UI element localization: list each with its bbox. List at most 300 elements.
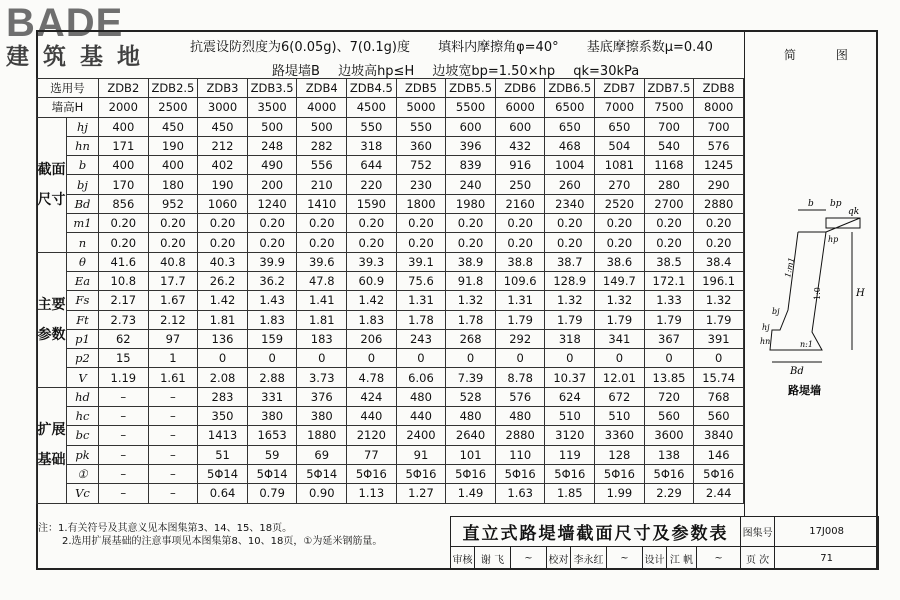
value-cell: 1.67 — [148, 291, 198, 310]
height-cell: 6500 — [545, 98, 595, 117]
value-cell: 3120 — [545, 426, 595, 445]
value-cell: 0.20 — [644, 233, 694, 252]
value-cell: 5Φ16 — [694, 464, 744, 483]
group-label: 扩展基础 — [37, 387, 67, 503]
value-cell: 424 — [347, 387, 397, 406]
diagram-divider — [744, 30, 745, 516]
label-hn: hn — [760, 337, 771, 346]
value-cell: – — [99, 464, 149, 483]
value-cell: 2.44 — [694, 484, 744, 503]
value-cell: 1880 — [297, 426, 347, 445]
value-cell: 0 — [347, 349, 397, 368]
value-cell: 1.32 — [446, 291, 496, 310]
value-cell: 500 — [297, 117, 347, 136]
param-symbol: hn — [67, 136, 99, 155]
value-cell: 1004 — [545, 156, 595, 175]
value-cell: 0.79 — [247, 484, 297, 503]
value-cell: 0.20 — [148, 233, 198, 252]
value-cell: 0.20 — [595, 214, 645, 233]
value-cell: – — [99, 445, 149, 464]
value-cell: 510 — [545, 407, 595, 426]
value-cell: 196.1 — [694, 271, 744, 290]
value-cell: 0.20 — [148, 214, 198, 233]
label-ratio: 1:0 — [813, 287, 822, 300]
value-cell: 480 — [495, 407, 545, 426]
value-cell: – — [148, 464, 198, 483]
value-cell: 0 — [694, 349, 744, 368]
value-cell: – — [148, 407, 198, 426]
value-cell: 2120 — [347, 426, 397, 445]
value-cell: 12.01 — [595, 368, 645, 387]
value-cell: 38.9 — [446, 252, 496, 271]
value-cell: 560 — [694, 407, 744, 426]
height-cell: 5500 — [446, 98, 496, 117]
type-cell: ZDB7.5 — [644, 79, 694, 98]
value-cell: 290 — [694, 175, 744, 194]
value-cell: 172.1 — [644, 271, 694, 290]
param-symbol: V — [67, 368, 99, 387]
value-cell: 1.79 — [595, 310, 645, 329]
value-cell: 180 — [148, 175, 198, 194]
value-cell: 432 — [495, 136, 545, 155]
value-cell: 341 — [595, 329, 645, 348]
value-cell: 38.7 — [545, 252, 595, 271]
value-cell: 0.20 — [446, 233, 496, 252]
label-H: H — [856, 288, 865, 299]
group-label: 截面尺寸 — [37, 117, 67, 252]
value-cell: 5Φ14 — [198, 464, 248, 483]
table-row — [37, 271, 744, 290]
friction-angle: 填料内摩擦角φ=40° — [438, 40, 559, 55]
value-cell: 839 — [446, 156, 496, 175]
value-cell: 6.06 — [396, 368, 446, 387]
reviewer-name: 谢 飞 — [475, 547, 511, 570]
value-cell: 0 — [446, 349, 496, 368]
value-cell: 40.3 — [198, 252, 248, 271]
value-cell: 13.85 — [644, 368, 694, 387]
table-row — [37, 156, 744, 175]
param-symbol: Ft — [67, 310, 99, 329]
param-symbol: Fs — [67, 291, 99, 310]
value-cell: 1.32 — [595, 291, 645, 310]
value-cell: 1413 — [198, 426, 248, 445]
value-cell: 400 — [99, 117, 149, 136]
value-cell: 1.81 — [297, 310, 347, 329]
value-cell: 1.78 — [446, 310, 496, 329]
value-cell: 5Φ16 — [446, 464, 496, 483]
value-cell: 1.63 — [495, 484, 545, 503]
value-cell: 650 — [545, 117, 595, 136]
table-row — [37, 194, 744, 213]
value-cell: 260 — [545, 175, 595, 194]
value-cell: 720 — [644, 387, 694, 406]
value-cell: 39.3 — [347, 252, 397, 271]
value-cell: 0.20 — [694, 233, 744, 252]
value-cell: 1 — [148, 349, 198, 368]
value-cell: 171 — [99, 136, 149, 155]
value-cell: 51 — [198, 445, 248, 464]
value-cell: 240 — [446, 175, 496, 194]
param-symbol: p1 — [67, 329, 99, 348]
table-row — [37, 252, 744, 271]
value-cell: 1.13 — [347, 484, 397, 503]
type-cell: ZDB4 — [297, 79, 347, 98]
value-cell: – — [99, 426, 149, 445]
table-row — [37, 117, 744, 136]
value-cell: 1.79 — [694, 310, 744, 329]
type-cell: ZDB2.5 — [148, 79, 198, 98]
value-cell: 1.61 — [148, 368, 198, 387]
value-cell: 576 — [694, 136, 744, 155]
value-cell: 1.27 — [396, 484, 446, 503]
value-cell: 1081 — [595, 156, 645, 175]
value-cell: 38.6 — [595, 252, 645, 271]
value-cell: 440 — [347, 407, 397, 426]
value-cell: 1590 — [347, 194, 397, 213]
value-cell: 220 — [347, 175, 397, 194]
value-cell: 1.81 — [198, 310, 248, 329]
value-cell: 752 — [396, 156, 446, 175]
value-cell: 10.37 — [545, 368, 595, 387]
label-Bd: Bd — [790, 366, 804, 377]
diagram-caption: 路堤墙 — [788, 384, 821, 397]
note-2: 2.选用扩展基础的注意事项见本图集第8、10、18页，①为延米钢筋量。 — [62, 536, 383, 547]
value-cell: 0.64 — [198, 484, 248, 503]
value-cell: 15 — [99, 349, 149, 368]
table-row — [37, 464, 744, 483]
value-cell: 149.7 — [595, 271, 645, 290]
value-cell: 280 — [644, 175, 694, 194]
value-cell: 1.33 — [644, 291, 694, 310]
value-cell: 292 — [495, 329, 545, 348]
value-cell: 700 — [694, 117, 744, 136]
value-cell: 0.20 — [347, 214, 397, 233]
value-cell: 391 — [694, 329, 744, 348]
designer-signature: ~ — [697, 547, 741, 570]
value-cell: 1060 — [198, 194, 248, 213]
value-cell: 0.20 — [247, 233, 297, 252]
value-cell: 2.88 — [247, 368, 297, 387]
value-cell: 0.20 — [247, 214, 297, 233]
value-cell: 1.79 — [495, 310, 545, 329]
label-qk: qk — [848, 207, 860, 217]
value-cell: 0.20 — [495, 214, 545, 233]
value-cell: 1.83 — [247, 310, 297, 329]
value-cell: 0 — [198, 349, 248, 368]
value-cell: 243 — [396, 329, 446, 348]
value-cell: 510 — [595, 407, 645, 426]
checker-signature: ~ — [607, 547, 643, 570]
type-cell: ZDB6.5 — [545, 79, 595, 98]
value-cell: 17.7 — [148, 271, 198, 290]
value-cell: 91 — [396, 445, 446, 464]
diagram-header: 简 图 — [784, 48, 866, 62]
value-cell: 5Φ14 — [247, 464, 297, 483]
value-cell: 500 — [247, 117, 297, 136]
value-cell: 41.6 — [99, 252, 149, 271]
label-hp: hp — [828, 235, 839, 244]
value-cell: 39.1 — [396, 252, 446, 271]
value-cell: 282 — [297, 136, 347, 155]
value-cell: 210 — [297, 175, 347, 194]
value-cell: 26.2 — [198, 271, 248, 290]
value-cell: 4.78 — [347, 368, 397, 387]
value-cell: 59 — [247, 445, 297, 464]
table-row — [37, 291, 744, 310]
value-cell: 2340 — [545, 194, 595, 213]
review-label: 审核 — [451, 547, 475, 570]
value-cell: 0.20 — [396, 214, 446, 233]
value-cell: 268 — [446, 329, 496, 348]
value-cell: 146 — [694, 445, 744, 464]
value-cell: 5Φ16 — [396, 464, 446, 483]
value-cell: 15.74 — [694, 368, 744, 387]
value-cell: 38.4 — [694, 252, 744, 271]
table-row — [37, 445, 744, 464]
value-cell: 206 — [347, 329, 397, 348]
value-cell: 38.5 — [644, 252, 694, 271]
value-cell: 768 — [694, 387, 744, 406]
param-symbol: hd — [67, 387, 99, 406]
value-cell: 376 — [297, 387, 347, 406]
value-cell: 1.31 — [495, 291, 545, 310]
value-cell: 40.8 — [148, 252, 198, 271]
value-cell: 0.20 — [446, 214, 496, 233]
value-cell: 1.49 — [446, 484, 496, 503]
height-cell: 4500 — [347, 98, 397, 117]
label-bj: bj — [772, 307, 780, 316]
value-cell: – — [148, 387, 198, 406]
value-cell: 0.20 — [495, 233, 545, 252]
value-cell: 916 — [495, 156, 545, 175]
table-row — [37, 349, 744, 368]
value-cell: 2.08 — [198, 368, 248, 387]
value-cell: 7.39 — [446, 368, 496, 387]
value-cell: 504 — [595, 136, 645, 155]
value-cell: 62 — [99, 329, 149, 348]
value-cell: 212 — [198, 136, 248, 155]
value-cell: 952 — [148, 194, 198, 213]
type-row — [37, 79, 744, 98]
value-cell: 69 — [297, 445, 347, 464]
type-cell: ZDB5.5 — [446, 79, 496, 98]
wall-type: 路堤墙B — [272, 64, 320, 79]
value-cell: 3840 — [694, 426, 744, 445]
value-cell: 39.9 — [247, 252, 297, 271]
value-cell: 200 — [247, 175, 297, 194]
value-cell: 600 — [495, 117, 545, 136]
type-cell: ZDB8 — [694, 79, 744, 98]
value-cell: 5Φ14 — [297, 464, 347, 483]
value-cell: 331 — [247, 387, 297, 406]
height-cell: 2500 — [148, 98, 198, 117]
height-cell: 2000 — [99, 98, 149, 117]
value-cell: 109.6 — [495, 271, 545, 290]
value-cell: 283 — [198, 387, 248, 406]
value-cell: 672 — [595, 387, 645, 406]
value-cell: 0.20 — [198, 233, 248, 252]
value-cell: 1.83 — [347, 310, 397, 329]
value-cell: 1.42 — [347, 291, 397, 310]
value-cell: 190 — [198, 175, 248, 194]
value-cell: 3.73 — [297, 368, 347, 387]
label-hj: hj — [762, 323, 770, 332]
table-row — [37, 136, 744, 155]
value-cell: 230 — [396, 175, 446, 194]
note-1: 注：1.有关符号及其意义见本图集第3、14、15、18页。 — [38, 523, 293, 534]
height-cell: 3000 — [198, 98, 248, 117]
param-symbol: n — [67, 233, 99, 252]
value-cell: 1245 — [694, 156, 744, 175]
param-symbol: Ea — [67, 271, 99, 290]
value-cell: 367 — [644, 329, 694, 348]
value-cell: 0.20 — [545, 214, 595, 233]
type-cell: ZDB3 — [198, 79, 248, 98]
value-cell: 480 — [396, 387, 446, 406]
value-cell: 250 — [495, 175, 545, 194]
logo-subtext: 建筑基地 — [6, 44, 154, 70]
value-cell: 5Φ16 — [644, 464, 694, 483]
value-cell: 1.79 — [644, 310, 694, 329]
value-cell: – — [99, 387, 149, 406]
type-cell: ZDB3.5 — [247, 79, 297, 98]
value-cell: 91.8 — [446, 271, 496, 290]
value-cell: 450 — [198, 117, 248, 136]
type-cell: ZDB7 — [595, 79, 645, 98]
value-cell: – — [148, 484, 198, 503]
logo-text: BADE — [6, 1, 124, 45]
value-cell: 183 — [297, 329, 347, 348]
value-cell: 159 — [247, 329, 297, 348]
value-cell: 1.42 — [198, 291, 248, 310]
height-cell: 7000 — [595, 98, 645, 117]
value-cell: 1.99 — [595, 484, 645, 503]
param-symbol: m1 — [67, 214, 99, 233]
value-cell: 700 — [644, 117, 694, 136]
surcharge-block — [826, 218, 860, 228]
height-cell: 7500 — [644, 98, 694, 117]
value-cell: 480 — [446, 407, 496, 426]
type-header-label: 选用号 — [37, 79, 99, 98]
table-row — [37, 368, 744, 387]
parameter-table — [36, 78, 744, 504]
value-cell: 1.43 — [247, 291, 297, 310]
value-cell: 318 — [545, 329, 595, 348]
value-cell: 60.9 — [347, 271, 397, 290]
wall-section-diagram — [760, 190, 870, 400]
param-symbol: ① — [67, 464, 99, 483]
value-cell: 1.79 — [545, 310, 595, 329]
value-cell: 1410 — [297, 194, 347, 213]
height-cell: 5000 — [396, 98, 446, 117]
design-conditions-line2 — [272, 60, 653, 79]
reviewer-signature: ~ — [511, 547, 547, 570]
value-cell: 0 — [595, 349, 645, 368]
value-cell: 0 — [644, 349, 694, 368]
value-cell: 2160 — [495, 194, 545, 213]
value-cell: 1.31 — [396, 291, 446, 310]
value-cell: 2880 — [495, 426, 545, 445]
height-row — [37, 98, 744, 117]
label-m1: 1:m1 — [783, 256, 797, 279]
value-cell: 170 — [99, 175, 149, 194]
type-cell: ZDB6 — [495, 79, 545, 98]
surcharge-load: qk=30kPa — [573, 64, 640, 79]
height-cell: 3500 — [247, 98, 297, 117]
value-cell: 10.8 — [99, 271, 149, 290]
title-block — [450, 516, 878, 570]
param-symbol: b — [67, 156, 99, 175]
table-row — [37, 387, 744, 406]
value-cell: 3600 — [644, 426, 694, 445]
value-cell: 0.20 — [297, 214, 347, 233]
value-cell: 5Φ16 — [495, 464, 545, 483]
base-friction: 基底摩擦系数μ=0.40 — [586, 40, 713, 55]
value-cell: 0.20 — [595, 233, 645, 252]
param-symbol: θ — [67, 252, 99, 271]
value-cell: 1980 — [446, 194, 496, 213]
value-cell: 47.8 — [297, 271, 347, 290]
value-cell: 650 — [595, 117, 645, 136]
value-cell: 402 — [198, 156, 248, 175]
value-cell: 400 — [99, 156, 149, 175]
value-cell: 270 — [595, 175, 645, 194]
table-row — [37, 426, 744, 445]
value-cell: 468 — [545, 136, 595, 155]
value-cell: 0 — [495, 349, 545, 368]
type-cell: ZDB4.5 — [347, 79, 397, 98]
value-cell: 138 — [644, 445, 694, 464]
label-bp: bp — [830, 199, 842, 209]
slope-height: 边坡高hp≤H — [338, 64, 415, 79]
value-cell: 97 — [148, 329, 198, 348]
value-cell: 0.90 — [297, 484, 347, 503]
value-cell: 2520 — [595, 194, 645, 213]
check-label: 校对 — [547, 547, 571, 570]
value-cell: 528 — [446, 387, 496, 406]
value-cell: 77 — [347, 445, 397, 464]
value-cell: 2.73 — [99, 310, 149, 329]
type-cell: ZDB2 — [99, 79, 149, 98]
value-cell: 540 — [644, 136, 694, 155]
value-cell: 380 — [247, 407, 297, 426]
label-b: b — [808, 199, 814, 209]
value-cell: 0.20 — [347, 233, 397, 252]
value-cell: 576 — [495, 387, 545, 406]
notes — [38, 522, 382, 548]
value-cell: 110 — [495, 445, 545, 464]
value-cell: 396 — [446, 136, 496, 155]
table-row — [37, 233, 744, 252]
value-cell: – — [99, 484, 149, 503]
value-cell: 556 — [297, 156, 347, 175]
page-number: 71 — [775, 547, 879, 570]
value-cell: 1240 — [247, 194, 297, 213]
group-label: 主要参数 — [37, 252, 67, 387]
seismic-condition: 抗震设防烈度为6(0.05g)、7(0.1g)度 — [190, 40, 410, 55]
value-cell: 2640 — [446, 426, 496, 445]
slope-line — [826, 218, 860, 232]
value-cell: 101 — [446, 445, 496, 464]
value-cell: 490 — [247, 156, 297, 175]
value-cell: 248 — [247, 136, 297, 155]
value-cell: 600 — [446, 117, 496, 136]
type-cell: ZDB5 — [396, 79, 446, 98]
value-cell: 2700 — [644, 194, 694, 213]
slope-width: 边坡宽bp=1.50×hp — [432, 64, 556, 79]
design-conditions-line1 — [190, 36, 737, 55]
value-cell: 128.9 — [545, 271, 595, 290]
